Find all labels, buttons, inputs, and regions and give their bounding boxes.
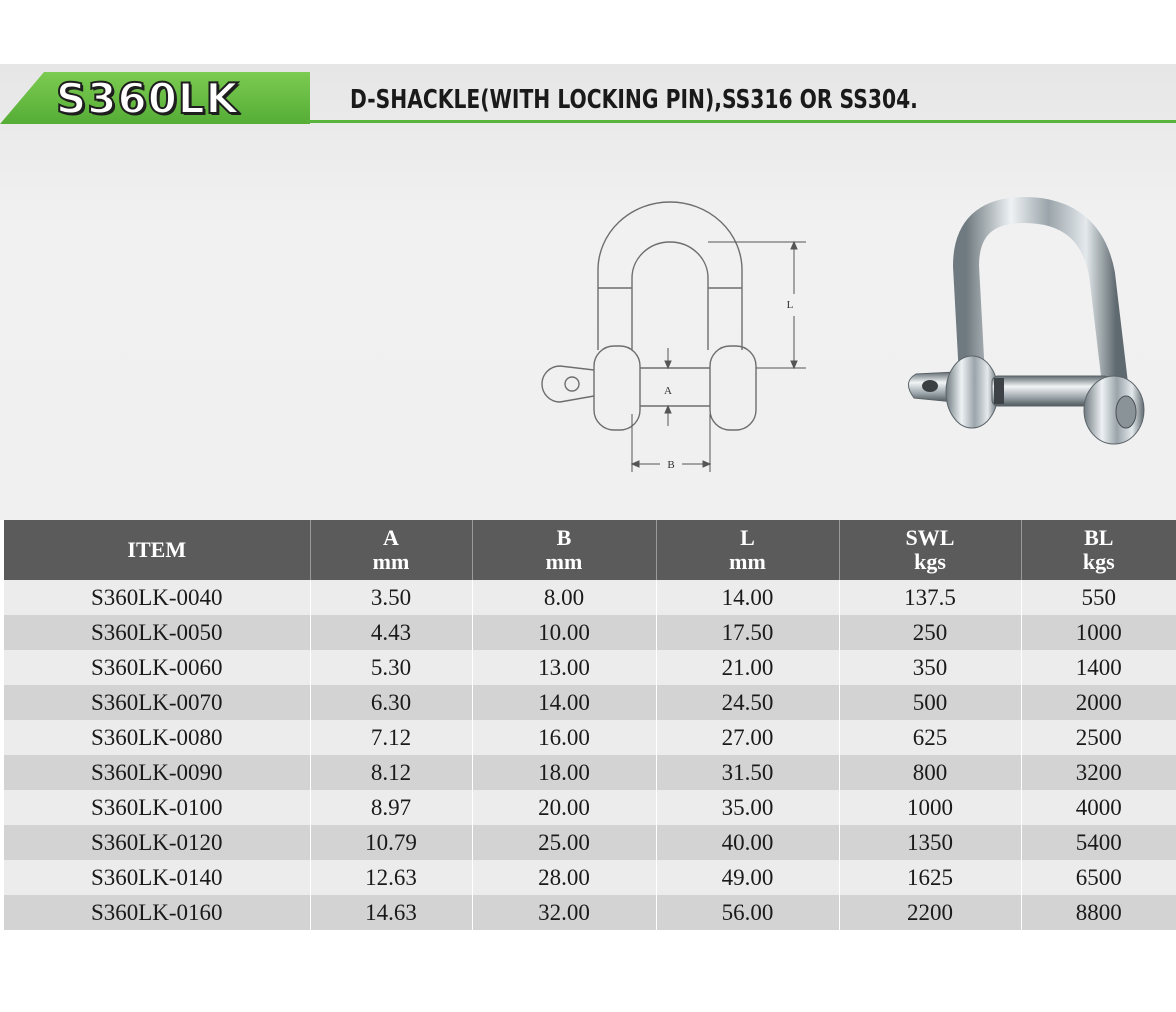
table-cell: 40.00 [656, 825, 839, 860]
table-cell: 8800 [1021, 895, 1176, 930]
table-cell: 5.30 [310, 650, 472, 685]
table-cell: 6.30 [310, 685, 472, 720]
table-row [4, 650, 1176, 685]
table-cell: S360LK-0090 [4, 755, 310, 790]
table-cell: 24.50 [656, 685, 839, 720]
table-cell: 2200 [839, 895, 1021, 930]
table-cell: 21.00 [656, 650, 839, 685]
table-cell: 12.63 [310, 860, 472, 895]
dimension-label-b: B [667, 459, 675, 471]
table-cell: 13.00 [472, 650, 656, 685]
table-row [4, 790, 1176, 825]
table-cell: 31.50 [656, 755, 839, 790]
table-row [4, 895, 1176, 930]
header-divider [306, 120, 1176, 123]
table-cell: S360LK-0120 [4, 825, 310, 860]
table-row [4, 580, 1176, 615]
table-cell: 14.00 [656, 580, 839, 615]
column-header-unit: mm [372, 549, 410, 574]
table-row [4, 720, 1176, 755]
table-cell: 4.43 [310, 615, 472, 650]
table-cell: 25.00 [472, 825, 656, 860]
table-cell: 2500 [1021, 720, 1176, 755]
column-header-label: SWL [905, 525, 955, 550]
table-cell: 1000 [839, 790, 1021, 825]
shackle-photo [894, 196, 1154, 446]
table-cell: 8.00 [472, 580, 656, 615]
table-cell: 1350 [839, 825, 1021, 860]
table-cell: 35.00 [656, 790, 839, 825]
column-header-label: ITEM [127, 537, 187, 562]
table-cell: S360LK-0160 [4, 895, 310, 930]
table-cell: S360LK-0080 [4, 720, 310, 755]
table-cell: 27.00 [656, 720, 839, 755]
table-cell: 20.00 [472, 790, 656, 825]
table-header-row [4, 520, 1176, 580]
table-cell: S360LK-0040 [4, 580, 310, 615]
table-cell: 3200 [1021, 755, 1176, 790]
column-header-unit: mm [729, 549, 766, 574]
column-header-label: BL [1084, 525, 1114, 550]
table-cell: 32.00 [472, 895, 656, 930]
table-cell: 49.00 [656, 860, 839, 895]
table-row [4, 860, 1176, 895]
table-cell: S360LK-0050 [4, 615, 310, 650]
table-row [4, 685, 1176, 720]
column-header-label: B [556, 525, 572, 550]
table-cell: 5400 [1021, 825, 1176, 860]
table-cell: 10.79 [310, 825, 472, 860]
table-cell: 250 [839, 615, 1021, 650]
table-cell: 18.00 [472, 755, 656, 790]
table-cell: 6500 [1021, 860, 1176, 895]
column-header [1021, 520, 1176, 580]
table-cell: 14.63 [310, 895, 472, 930]
table-cell: 10.00 [472, 615, 656, 650]
table-cell: 14.00 [472, 685, 656, 720]
column-header-label: A [383, 525, 399, 550]
column-header-unit: mm [545, 549, 583, 574]
table-cell: 500 [839, 685, 1021, 720]
dimension-label-a: A [664, 385, 672, 397]
table-row [4, 755, 1176, 790]
spec-table [4, 520, 1176, 930]
product-title: D-SHACKLE(WITH LOCKING PIN),SS316 OR SS304. [350, 85, 918, 115]
table-cell: 800 [839, 755, 1021, 790]
column-header [310, 520, 472, 580]
table-cell: 1000 [1021, 615, 1176, 650]
table-cell: 1625 [839, 860, 1021, 895]
table-row [4, 825, 1176, 860]
table-cell: 2000 [1021, 685, 1176, 720]
table-cell: 17.50 [656, 615, 839, 650]
table-row [4, 615, 1176, 650]
table-cell: 1400 [1021, 650, 1176, 685]
dimension-label-l: L [786, 299, 794, 311]
table-cell: 550 [1021, 580, 1176, 615]
column-header [472, 520, 656, 580]
column-header-unit: kgs [1082, 549, 1115, 574]
table-cell: 8.12 [310, 755, 472, 790]
dimension-diagram [538, 200, 818, 480]
table-cell: 16.00 [472, 720, 656, 755]
table-cell: 7.12 [310, 720, 472, 755]
table-cell: 350 [839, 650, 1021, 685]
table-cell: 625 [839, 720, 1021, 755]
table-body [4, 580, 1176, 930]
table-cell: 3.50 [310, 580, 472, 615]
table-cell: 8.97 [310, 790, 472, 825]
column-header [839, 520, 1021, 580]
table-cell: S360LK-0060 [4, 650, 310, 685]
table-cell: 56.00 [656, 895, 839, 930]
table-cell: 4000 [1021, 790, 1176, 825]
table-cell: S360LK-0070 [4, 685, 310, 720]
column-header-unit: kgs [914, 549, 946, 574]
table-cell: 137.5 [839, 580, 1021, 615]
model-code: S360LK [56, 74, 240, 123]
column-header-label: L [740, 525, 755, 550]
table-cell: 28.00 [472, 860, 656, 895]
table-cell: S360LK-0100 [4, 790, 310, 825]
table-cell: S360LK-0140 [4, 860, 310, 895]
column-header [656, 520, 839, 580]
column-header [4, 520, 310, 580]
